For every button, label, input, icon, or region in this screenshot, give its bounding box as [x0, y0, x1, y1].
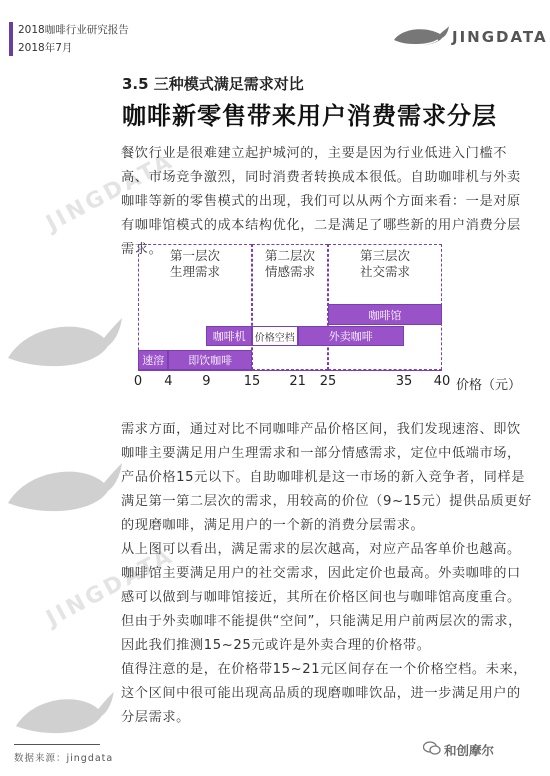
x-tick-label: 40	[433, 374, 451, 389]
level-label	[252, 248, 328, 280]
watermark-whale-icon	[4, 455, 124, 525]
x-tick-label: 25	[319, 374, 337, 389]
demand-paragraph: 需求方面，通过对比不同咖啡产品价格区间，我们发现速溶、即饮咖啡主要满足用户生理需求和一部分情感需求，定位中低端市场，产品价格15元以下。自助咖啡机是这一市场的新入竞争者，同样是满足第一第二层次的需求，用较高的价位（9~15元）提供品质更好的现磨咖啡，满足用户的一个新的消费分层需求。	[121, 422, 532, 533]
wechat-icon	[423, 741, 441, 756]
level-need: 生理需求	[169, 264, 220, 279]
watermark-text: JINGDATA	[42, 148, 179, 237]
x-tick-label: 9	[202, 374, 211, 389]
conclusion-paragraph: 值得注意的是，在价格带15~21元区间存在一个价格空档。未来，这个区间中很可能出现高品质的现磨咖啡饮品，进一步满足用户的分层需求。	[121, 662, 528, 725]
watermark-text: JINGDATA	[42, 543, 179, 632]
section-heading: 3.5 三种模式满足需求对比	[122, 75, 304, 93]
level-name: 第一层次	[169, 248, 220, 263]
wechat-account-name: 和创摩尔	[444, 743, 495, 758]
price-bar: 咖啡馆	[328, 304, 442, 325]
price-bar: 价格空档	[252, 326, 298, 346]
price-bar: 咖啡机	[206, 326, 252, 346]
watermark-whale-icon	[4, 310, 124, 380]
header-accent-bar	[9, 22, 13, 56]
level-name: 第三层次	[359, 248, 410, 263]
report-date: 2018年7月	[18, 42, 73, 54]
level-need: 社交需求	[359, 264, 410, 279]
price-bar: 外卖咖啡	[298, 326, 404, 346]
analysis-paragraph: 从上图可以看出，满足需求的层次越高，对应产品客单价也越高。咖啡馆主要满足用户的社交需求，因此定价也最高。外卖咖啡的口感可以做到与咖啡馆接近，其所在价格区间也与咖啡馆高度重合。但由于外卖咖啡不能提供“空间”，只能满足用户前两层次的需求，因此我们推测15~25元或许是外卖合理的价格带。	[121, 542, 522, 653]
level-need: 情感需求	[264, 264, 315, 279]
x-tick-label: 15	[243, 374, 261, 389]
intro-paragraph: 餐饮行业是很难建立起护城河的，主要是因为行业低进入门槛不高、市场竞争激烈，同时消费者转换成本很低。自助咖啡机与外卖咖啡等新的零售模式的出现，我们可以从两个方面来看：一是对原有咖啡馆模式的成本结构优化，二是满足了哪些新的用户消费分层需求。	[121, 146, 521, 257]
price-tier-chart	[120, 238, 532, 398]
x-axis-unit: 价格（元）	[456, 378, 522, 393]
report-title: 2018咖啡行业研究报告	[18, 24, 129, 36]
watermark-whale-icon	[4, 685, 124, 745]
footer-divider	[14, 744, 100, 745]
x-axis-line	[138, 370, 442, 371]
x-tick-label: 0	[133, 374, 143, 389]
whale-icon	[392, 24, 450, 50]
page-title: 咖啡新零售带来用户消费需求分层	[122, 102, 497, 130]
price-bar: 即饮咖啡	[168, 350, 252, 370]
data-source: 数据来源：jingdata	[14, 753, 114, 764]
x-tick-label: 35	[395, 374, 413, 389]
level-name: 第二层次	[264, 248, 315, 263]
jingdata-logo	[392, 24, 548, 50]
x-tick-label: 21	[289, 374, 306, 389]
logo-wordmark: JINGDATA	[452, 28, 548, 46]
level-label	[328, 248, 442, 280]
level-label	[138, 248, 252, 280]
price-bar: 速溶	[138, 350, 168, 370]
x-tick-label: 4	[164, 374, 173, 389]
